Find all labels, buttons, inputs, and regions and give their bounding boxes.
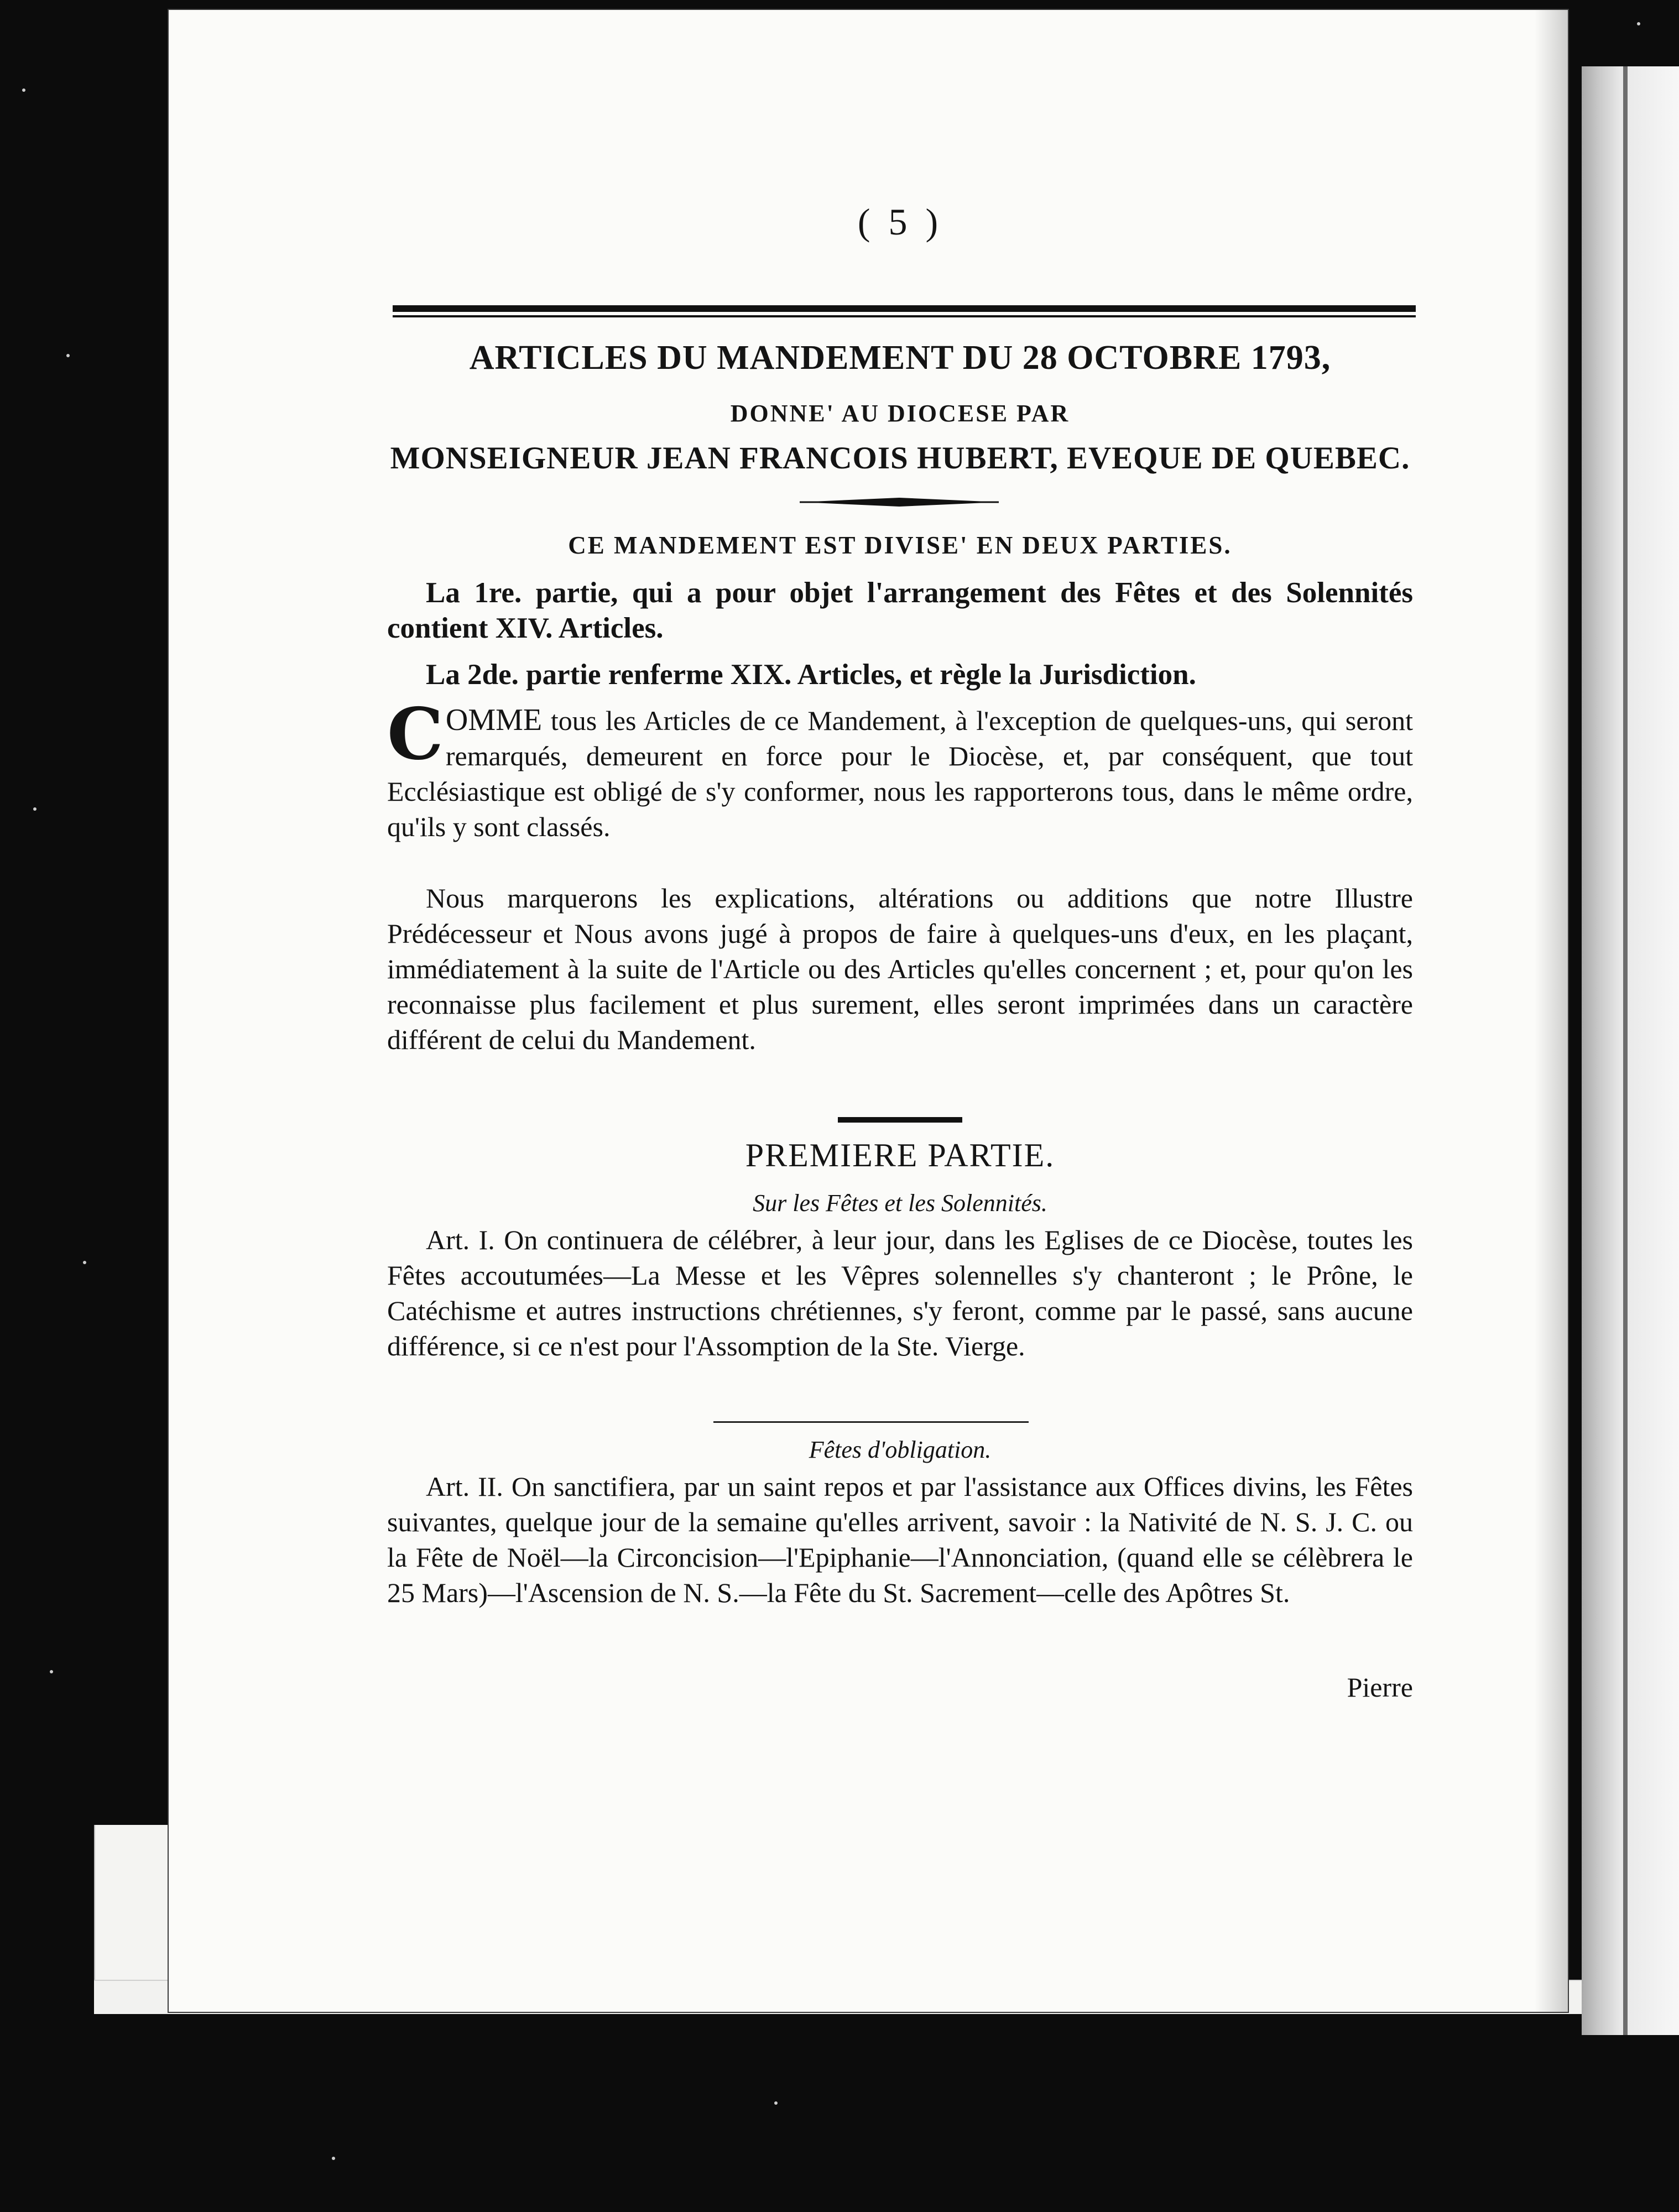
- section-rule: [838, 1117, 962, 1123]
- scan-speckle: [332, 2157, 335, 2160]
- page-gutter-shadow: [1535, 10, 1568, 2012]
- page-number: ( 5 ): [857, 201, 943, 243]
- section-subtitle: Sur les Fêtes et les Solennités.: [753, 1190, 1047, 1217]
- scan-speckle: [50, 1670, 53, 1673]
- explanation-paragraph: Nous marquerons les explications, altérations ou additions que notre Illustre Prédécesseur et Nous avons jugé à propos de faire à quelques-uns d'eux, en les plaçant, immédiatement à la suite de l'Article ou des Articles qu'elles concernent ; et, pour qu'on les reconnaisse plus facilement et plus surement, elles seront imprimées dans un caractère différent de celui du Mandement.: [387, 883, 1413, 1055]
- facing-page-edge: [1623, 66, 1628, 2035]
- drop-cap: C: [387, 693, 444, 776]
- section-title: PREMIERE PARTIE.: [745, 1137, 1055, 1173]
- division-statement: CE MANDEMENT EST DIVISE' EN DEUX PARTIES.: [568, 531, 1232, 559]
- scan-speckle: [22, 88, 25, 92]
- scan-speckle: [66, 354, 70, 357]
- scan-speckle: [33, 807, 36, 811]
- intro-paragraph: [387, 693, 1413, 844]
- ornament-divider-icon: [800, 495, 999, 509]
- scan-speckle: [83, 1261, 86, 1264]
- intro-first-word: OMME: [445, 703, 543, 737]
- article-one: Art. I. On continuera de célébrer, à leur jour, dans les Eglises de ce Diocèse, toutes les Fêtes accoutumées—La Messe et les Vêpres solennelles s'y chanteront ; le Prône, le Catéchisme et autres instructions chrétiennes, s'y feront, comme par le passé, sans aucune différence, si ce n'est pour l'Assomption de la Ste. Vierge.: [387, 1224, 1413, 1361]
- part-one-summary: La 1re. partie, qui a pour objet l'arrangement des Fêtes et des Solennités contient XIV. Articles.: [387, 577, 1413, 644]
- document-title: ARTICLES DU MANDEMENT DU 28 OCTOBRE 1793,: [469, 339, 1331, 377]
- scan-speckle: [1637, 22, 1640, 25]
- obligation-rule: [713, 1421, 1029, 1423]
- document-subtitle: DONNE' AU DIOCESE PAR: [730, 400, 1070, 427]
- facing-page: [1582, 66, 1679, 2035]
- part-two-summary: La 2de. partie renferme XIX. Articles, et règle la Jurisdiction.: [426, 659, 1196, 691]
- scan-speckle: [774, 2101, 778, 2105]
- catchword: Pierre: [1347, 1672, 1413, 1703]
- article-two: Art. II. On sanctifiera, par un saint repos et par l'assistance aux Offices divins, les Fêtes suivantes, quelque jour de la semaine qu'elles arrivent, savoir : la Nativité de N. S. J. C. ou la Fête de Noël—la Circoncision—l'Epiphanie—l'Annonciation, (quand elle se célèbrera le 25 Mars)—l'Ascension de N. S.—la Fête du St. Sacrement—celle des Apôtres St.: [387, 1471, 1413, 1608]
- header-rule-thin: [393, 315, 1416, 317]
- document-author: MONSEIGNEUR JEAN FRANCOIS HUBERT, EVEQUE DE QUEBEC.: [390, 441, 1410, 476]
- obligation-heading: Fêtes d'obligation.: [809, 1436, 992, 1463]
- header-rule: [393, 305, 1416, 312]
- intro-text: tous les Articles de ce Mandement, à l'exception de quelques-uns, qui seront remarqués, demeurent en force pour le Diocèse, et, par conséquent, que tout Ecclésiastique est obligé de s'y conformer, nous les rapporterons tous, dans le même ordre, qu'ils y sont classés.: [387, 705, 1413, 842]
